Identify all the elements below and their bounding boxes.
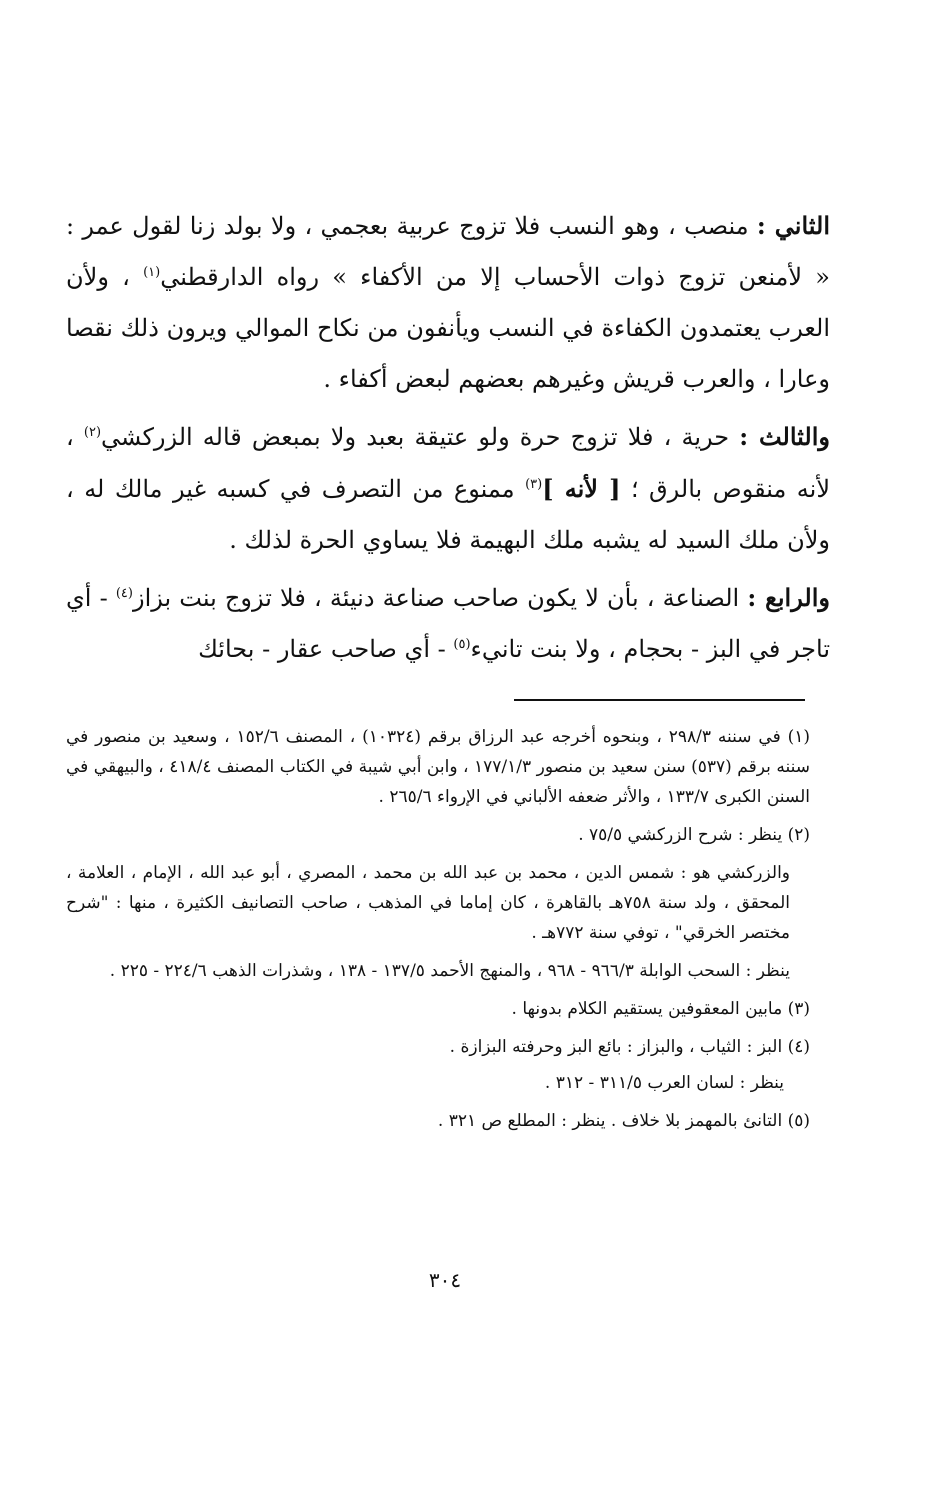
paragraph-fourth	[66, 572, 830, 675]
footnote-ref: (٥)	[453, 637, 471, 652]
footnote-4: (٤) البز : الثياب ، والبزاز : بائع البز وحرفته البزازة .	[449, 1037, 810, 1057]
footnote-2-biography: والزركشي هو : شمس الدين ، محمد بن عبد الله بن محمد ، المصري ، أبو عبد الله ، الإمام ، العلامة ، المحقق ، ولد سنة ٧٥٨هـ بالقاهرة ، كان إماما في المذهب ، صاحب التصانيف الكثيرة ، منها : "شرح مختصر الخرقي" ، توفي سنة ٧٧٢هـ .	[66, 863, 790, 943]
bracketed-insertion: [ لأنه ]	[542, 474, 621, 503]
paragraph-third	[66, 411, 830, 566]
footnote-4-source: ينظر : لسان العرب ٣١١/٥ - ٣١٢ .	[544, 1073, 784, 1093]
paragraph-text: حرية ، فلا تزوج حرة ولو عتيقة بعبد ولا بمبعض قاله الزركشي	[101, 423, 730, 451]
footnote-1: (١) في سننه ٢٩٨/٣ ، وبنحوه أخرجه عبد الرزاق برقم (١٠٣٢٤) ، المصنف ١٥٢/٦ ، وسعيد بن منصور في سننه برقم (٥٣٧) سنن سعيد بن منصور ١٧٧/١/٣ ، وابن أبي شيبة في الكتاب المصنف ٤١٨/٤ ، والبيهقي في السنن الكبرى ١٣٣/٧ ، والأثر ضعفه الألباني في الإرواء ٢٦٥/٦ .	[66, 727, 810, 807]
footnotes	[66, 722, 810, 1144]
footnote-3: (٣) مابين المعقوفين يستقيم الكلام بدونها .	[511, 999, 810, 1019]
footnote-2: (٢) ينظر : شرح الزركشي ٧٥/٥ .	[578, 825, 810, 845]
paragraph-text: الصناعة ، بأن لا يكون صاحب صناعة دنيئة ، فلا تزوج بنت بزاز	[132, 584, 740, 612]
paragraph-text: ، ولأن العرب يعتمدون الكفاءة في النسب ويأنفون من نكاح الموالي ويرون ذلك نقصا وعارا ، والعرب قريش وغيرهم بعضهم لبعض أكفاء .	[66, 263, 830, 393]
paragraph-second	[66, 200, 830, 405]
paragraph-lead: والثالث :	[739, 422, 830, 451]
paragraph-lead: الثاني :	[756, 211, 830, 240]
page-number: ٣٠٤	[428, 1268, 462, 1292]
footnote-ref: (١)	[143, 265, 161, 280]
footnote-ref: (٢)	[83, 425, 102, 440]
paragraph-text: - أي تاجر في البز - بحجام ، ولا بنت تانيء	[66, 584, 830, 663]
footnote-ref: (٣)	[525, 477, 543, 492]
footnote-2-sources: ينظر : السحب الوابلة ٩٦٦/٣ - ٩٦٨ ، والمنهج الأحمد ١٣٧/٥ - ١٣٨ ، وشذرات الذهب ٢٢٤/٦ - ٢٢٥ .	[109, 961, 790, 981]
footnote-ref: (٤)	[115, 586, 133, 601]
footnote-5: (٥) التانئ بالمهمز بلا خلاف . ينظر : المطلع ص ٣٢١ .	[437, 1111, 810, 1131]
paragraph-text: ، لأنه منقوص بالرق ؛	[66, 423, 831, 503]
paragraph-text: منصب ، وهو النسب فلا تزوج عربية بعجمي ، ولا بولد زنا لقول عمر : « لأمنعن تزوج ذوات الأحساب إلا من الأكفاء » رواه الدارقطني	[66, 212, 830, 291]
paragraph-text: ممنوع من التصرف في كسبه غير مالك له ، ولأن ملك السيد له يشبه ملك البهيمة فلا يساوي الحرة لذلك .	[66, 475, 830, 554]
footnote-separator	[514, 699, 805, 701]
paragraph-text: - أي صاحب عقار - بحائك	[198, 635, 446, 663]
main-text	[66, 200, 830, 675]
paragraph-lead: والرابع :	[747, 583, 831, 612]
